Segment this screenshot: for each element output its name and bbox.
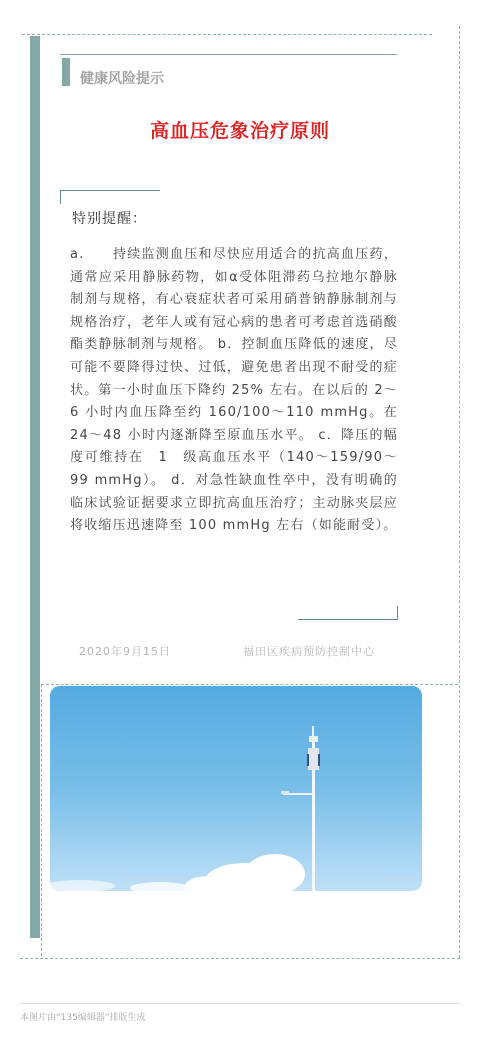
category-label: 健康风险提示 [80,71,164,87]
frame-bottom-border [20,958,460,959]
publish-date: 2020年9月15日 [79,645,171,658]
sky-tower-photo [50,686,422,891]
frame-inner-left-border [41,684,42,956]
generator-note: 本图片由“135编辑器”排版生成 [20,1013,146,1023]
corner-bracket-bottom-right [298,619,398,620]
header-marker [62,58,70,86]
frame-right-border [459,26,460,958]
article-body: a. 持续监测血压和尽快应用适合的抗高血压药，通常应采用静脉药物，如α受体阻滞药乌拉地尔静脉制剂与规格，有心衰症状者可采用硝普钠静脉制剂与规格治疗，老年人或有冠心病的患者可考虑首选硝酸酯类静脉制剂与规格。 b．控制血压降低的速度，尽可能不要降得过快、过低，避免患者出现不耐受的症状。第一小时血压下降约 25% 左右。在以后的 2～6 小时内血压降至约 160/100～110 mmHg。在 24～48 小时内逐渐降至原血压水平。 c．降压的幅度可维持在 1 级高血压水平（140～159/90～99 mmHg）。 d．对急性缺血性卒中，没有明确的临床试验证据要求立即抗高血压治疗；主动脉夹层应将收缩压迅速降至 100 mmHg 左右（如能耐受）。 [70,247,398,534]
corner-bracket-bottom-right-vertical [397,606,398,620]
generator-divider [20,1003,460,1004]
corner-bracket-top-left-vertical [60,190,61,204]
organization-name: 福田区疾病预防控制中心 [243,645,375,658]
corner-bracket-top-left [60,190,160,191]
frame-inner-top-border [41,684,458,685]
frame-top-border [22,34,432,35]
header-divider [60,54,397,55]
accent-side-bar [30,36,40,938]
sky-tower-illustration [50,686,422,891]
reminder-heading: 特别提醒： [72,211,147,227]
article-title: 高血压危象治疗原则 [149,120,330,142]
